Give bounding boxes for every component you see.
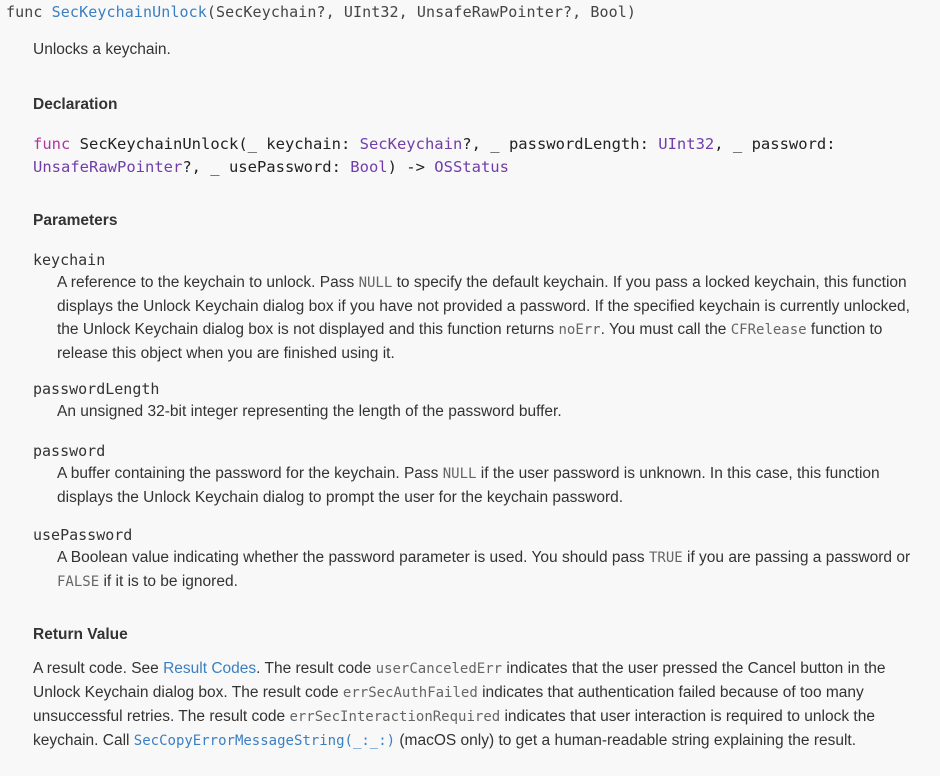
return-value-heading: Return Value [33, 626, 128, 643]
param-description [57, 271, 933, 365]
decl-keyword: func [33, 135, 71, 153]
return-text: indicates that the user pressed the Cancel button in the Unlock Keychain dialog box. The result code [33, 660, 886, 701]
return-value-description [33, 657, 933, 753]
param-text: if the user password is unknown. In this case, this function displays the Unlock Keychain dialog to prompt the user for the keychain password. [57, 465, 880, 506]
param-text: if you are passing a password or [682, 549, 911, 566]
inline-code: NULL [442, 466, 477, 482]
decl-param-keychain: (_ keychain: [238, 135, 360, 153]
sec-copy-error-message-link[interactable]: SecCopyErrorMessageString(_:_:) [133, 733, 396, 749]
inline-code: NULL [358, 275, 393, 291]
result-codes-link[interactable]: Result Codes [163, 660, 257, 677]
return-text: (macOS only) to get a human-readable string explaining the result. [395, 732, 857, 749]
param-name: keychain [33, 251, 106, 269]
inline-code: userCanceledErr [375, 661, 503, 677]
param-description [57, 546, 933, 594]
return-text: indicates that authentication failed because of too many unsuccessful retries. The result code [33, 684, 864, 725]
param-passwordlength [33, 378, 933, 423]
decl-param-password: , _ password: [714, 135, 836, 153]
signature-params: (SecKeychain?, UInt32, UnsafeRawPointer?, Bool) [206, 3, 637, 21]
decl-param-passwordlength: ?, _ passwordLength: [462, 135, 659, 153]
inline-code: FALSE [57, 574, 100, 590]
param-text: to specify the default keychain. If you pass a locked keychain, this function displays the Unlock Keychain dialog box if you have not provided a password. If the specified keychain is currently unlocked, the Unlock Keychain dialog box is not displayed and this function returns [57, 274, 910, 338]
decl-param-usepassword: ?, _ usePassword: [182, 158, 351, 176]
param-password [33, 440, 933, 509]
declaration-code [33, 133, 933, 179]
signature-function-name[interactable]: SecKeychainUnlock [51, 3, 207, 21]
param-text: if it is to be ignored. [99, 573, 238, 590]
param-name: password [33, 442, 106, 460]
inline-code: errSecAuthFailed [342, 685, 478, 701]
param-name: usePassword [33, 526, 133, 544]
param-usepassword [33, 524, 933, 594]
summary-text: Unlocks a keychain. [33, 41, 171, 58]
param-keychain [33, 249, 933, 365]
declaration-heading: Declaration [33, 96, 118, 113]
decl-type-unsaferawpointer[interactable]: UnsafeRawPointer [33, 158, 183, 176]
decl-function-name: SecKeychainUnlock [79, 135, 239, 153]
return-text: . The result code [256, 660, 376, 677]
param-text: . You must call the [600, 321, 731, 338]
signature-keyword: func [6, 3, 43, 21]
param-text: A reference to the keychain to unlock. Pass [57, 274, 359, 291]
param-text: A Boolean value indicating whether the password parameter is used. You should pass [57, 549, 649, 566]
param-text: function to release this object when you are finished using it. [57, 321, 883, 362]
parameters-heading: Parameters [33, 212, 118, 229]
inline-code: TRUE [648, 550, 683, 566]
param-text: A buffer containing the password for the keychain. Pass [57, 465, 443, 482]
return-text: A result code. See [33, 660, 164, 677]
return-text: indicates that user interaction is required to unlock the keychain. Call [33, 708, 875, 749]
inline-code: CFRelease [730, 322, 807, 338]
function-signature [6, 1, 636, 23]
param-name: passwordLength [33, 380, 160, 398]
param-description [57, 462, 933, 509]
inline-code: errSecInteractionRequired [289, 709, 501, 725]
decl-type-bool[interactable]: Bool [350, 158, 388, 176]
decl-type-seckeychain[interactable]: SecKeychain [359, 135, 463, 153]
decl-type-osstatus[interactable]: OSStatus [434, 158, 509, 176]
decl-type-uint32[interactable]: UInt32 [658, 135, 715, 153]
decl-arrow: ) -> [387, 158, 435, 176]
param-description: An unsigned 32-bit integer representing the length of the password buffer. [57, 403, 562, 420]
inline-code: noErr [558, 322, 601, 338]
